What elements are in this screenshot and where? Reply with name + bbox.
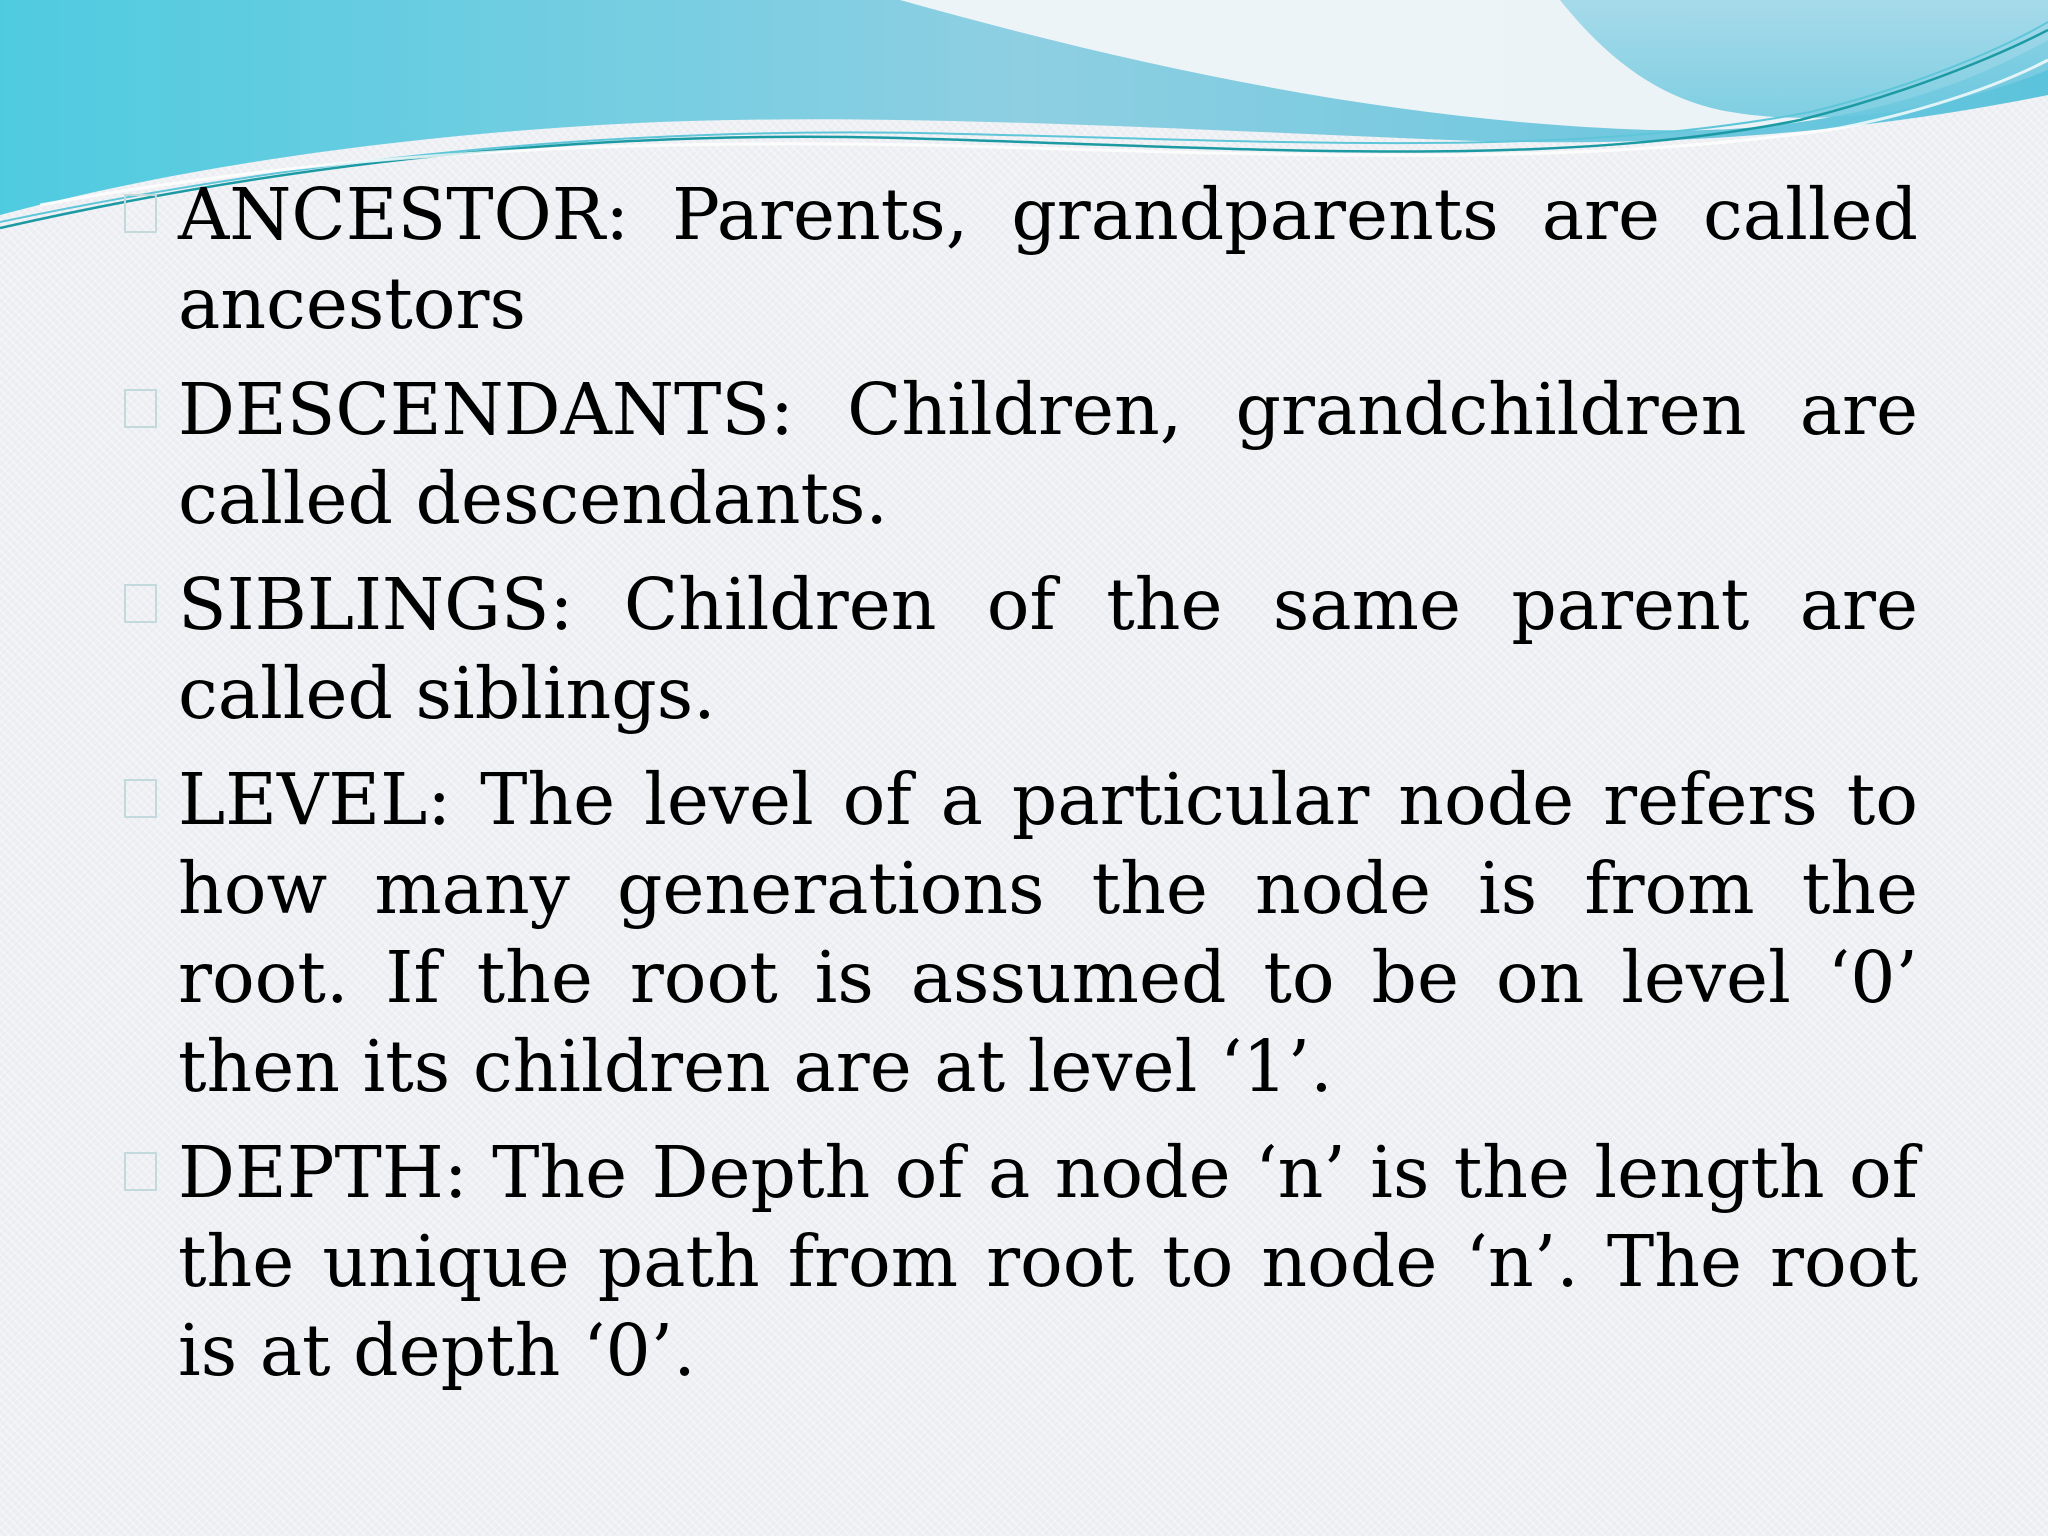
bullet-marker-icon — [124, 1152, 157, 1191]
bullet-level — [122, 755, 1918, 1111]
bullet-ancestor — [122, 170, 1918, 348]
bullet-text: DESCENDANTS: Children, grandchildren are called descendants. — [178, 368, 1918, 540]
bullet-marker-icon — [124, 779, 157, 818]
bullet-descendants — [122, 365, 1918, 543]
bullet-text: LEVEL: The level of a particular node refers to how many generations the node is from the root. If the root is assumed to be on level ‘0’ then its children are at level ‘1’. — [178, 758, 1918, 1108]
bullet-marker-icon — [124, 584, 157, 623]
bullet-depth — [122, 1128, 1918, 1395]
bullet-text: ANCESTOR: Parents, grandparents are called ancestors — [178, 173, 1918, 345]
bullet-list — [122, 170, 1918, 1412]
bullet-text: DEPTH: The Depth of a node ‘n’ is the length of the unique path from root to node ‘n’. The root is at depth ‘0’. — [178, 1131, 1918, 1392]
bullet-marker-icon — [124, 389, 157, 428]
bullet-siblings — [122, 560, 1918, 738]
bullet-text: SIBLINGS: Children of the same parent are called siblings. — [178, 563, 1918, 735]
bullet-marker-icon — [124, 194, 157, 233]
